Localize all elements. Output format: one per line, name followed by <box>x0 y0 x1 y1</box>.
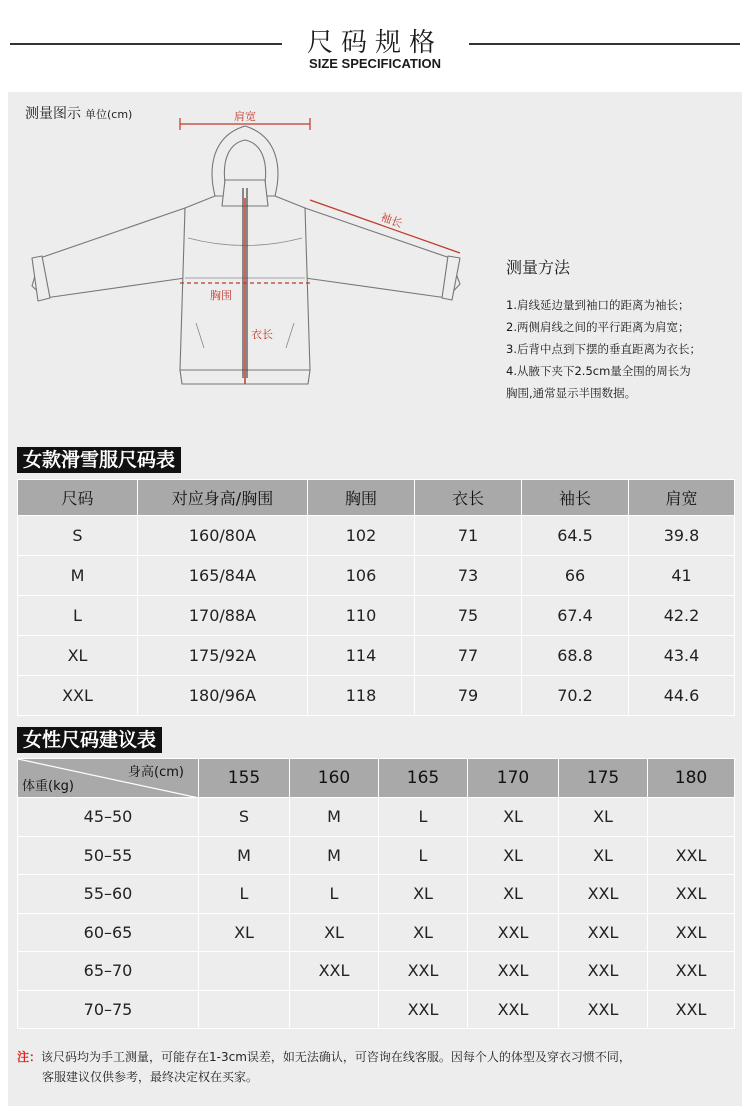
height-header: 160 <box>290 759 379 798</box>
size-table <box>17 479 735 716</box>
table-cell: S <box>18 516 138 556</box>
jacket-outline-icon <box>32 126 460 384</box>
advice-table <box>17 758 735 1029</box>
table-cell: 114 <box>308 636 415 676</box>
table-cell: 118 <box>308 676 415 716</box>
height-header: 180 <box>648 759 735 798</box>
method-item: 2.两侧肩线之间的平行距离为肩宽； <box>506 320 690 334</box>
table-cell: 102 <box>308 516 415 556</box>
table-cell: 175/92A <box>138 636 308 676</box>
weight-cell: 50–55 <box>18 836 199 875</box>
size-suggestion-cell: XL <box>199 913 290 952</box>
table-row <box>18 913 735 952</box>
table-cell: XL <box>18 636 138 676</box>
method-title: 测量方法 <box>506 258 571 277</box>
table-cell: M <box>18 556 138 596</box>
size-suggestion-cell: L <box>379 798 468 837</box>
table-cell: 110 <box>308 596 415 636</box>
table-cell: 180/96A <box>138 676 308 716</box>
size-suggestion-cell: XXL <box>559 913 648 952</box>
size-suggestion-cell: S <box>199 798 290 837</box>
method-item: 3.后背中点到下摆的垂直距离为衣长； <box>506 342 701 356</box>
table-cell: 41 <box>629 556 735 596</box>
note-line-2: 客服建议仅供参考，最终决定权在买家。 <box>42 1070 259 1084</box>
table-cell: XXL <box>18 676 138 716</box>
table-row <box>18 636 735 676</box>
size-suggestion-cell: XXL <box>379 990 468 1029</box>
label-shoulder: 肩宽 <box>234 110 256 123</box>
size-suggestion-cell <box>290 990 379 1029</box>
table-cell: 170/88A <box>138 596 308 636</box>
height-header: 170 <box>468 759 559 798</box>
table-row <box>18 798 735 837</box>
label-sleeve: 袖长 <box>378 210 405 231</box>
size-suggestion-cell: XXL <box>559 990 648 1029</box>
size-table-header <box>18 480 735 516</box>
size-suggestion-cell: XXL <box>290 952 379 991</box>
size-suggestion-cell: M <box>290 798 379 837</box>
table-cell: 73 <box>415 556 522 596</box>
size-suggestion-cell: XXL <box>648 913 735 952</box>
diagram-title-text: 测量图示 <box>25 106 81 122</box>
size-suggestion-cell: XXL <box>468 990 559 1029</box>
table-cell: 44.6 <box>629 676 735 716</box>
note-label: 注： <box>17 1050 42 1064</box>
table-row <box>18 516 735 556</box>
table-row <box>18 556 735 596</box>
size-suggestion-cell: M <box>290 836 379 875</box>
size-suggestion-cell: XXL <box>559 875 648 914</box>
col-header: 肩宽 <box>629 480 735 516</box>
size-suggestion-cell: M <box>199 836 290 875</box>
size-suggestion-cell: XL <box>559 798 648 837</box>
size-suggestion-cell: XXL <box>648 836 735 875</box>
size-suggestion-cell: XL <box>379 875 468 914</box>
table-row <box>18 596 735 636</box>
size-suggestion-cell <box>648 798 735 837</box>
corner-weight-label: 体重(kg) <box>22 779 74 794</box>
size-suggestion-cell <box>199 990 290 1029</box>
size-suggestion-cell: XXL <box>648 990 735 1029</box>
weight-cell: 65–70 <box>18 952 199 991</box>
col-header: 胸围 <box>308 480 415 516</box>
table-cell: 68.8 <box>522 636 629 676</box>
size-suggestion-cell: XL <box>379 913 468 952</box>
table-cell: 66 <box>522 556 629 596</box>
page-title: 尺码规格 <box>306 28 443 58</box>
table-corner-cell <box>18 759 199 798</box>
size-suggestion-cell: L <box>199 875 290 914</box>
method-item: 4.从腋下夹下2.5cm量全围的周长为 <box>506 364 691 378</box>
measurement-method <box>506 255 736 404</box>
table-cell: 160/80A <box>138 516 308 556</box>
height-header: 155 <box>199 759 290 798</box>
table-cell: 70.2 <box>522 676 629 716</box>
table-cell: 42.2 <box>629 596 735 636</box>
method-item: 胸围,通常显示半围数据。 <box>506 386 637 400</box>
diagram-unit: 单位(cm) <box>85 108 133 121</box>
size-suggestion-cell: XXL <box>468 913 559 952</box>
corner-height-label: 身高(cm) <box>128 765 184 780</box>
table-cell: 79 <box>415 676 522 716</box>
table-row <box>18 875 735 914</box>
size-suggestion-cell: XXL <box>379 952 468 991</box>
table-cell: 67.4 <box>522 596 629 636</box>
method-item: 1.肩线延边量到袖口的距离为袖长； <box>506 298 690 312</box>
table-cell: 77 <box>415 636 522 676</box>
size-table-title: 女款滑雪服尺码表 <box>17 447 181 473</box>
table-row <box>18 952 735 991</box>
page-subtitle: SIZE SPECIFICATION <box>309 56 441 71</box>
size-suggestion-cell: XL <box>468 836 559 875</box>
col-header: 袖长 <box>522 480 629 516</box>
jacket-measurement-illustration <box>20 108 480 398</box>
table-cell: 106 <box>308 556 415 596</box>
table-cell: 64.5 <box>522 516 629 556</box>
weight-cell: 60–65 <box>18 913 199 952</box>
size-suggestion-cell: XXL <box>559 952 648 991</box>
weight-cell: 55–60 <box>18 875 199 914</box>
col-header: 尺码 <box>18 480 138 516</box>
table-row <box>18 836 735 875</box>
size-suggestion-cell: L <box>290 875 379 914</box>
table-cell: 39.8 <box>629 516 735 556</box>
col-header: 对应身高/胸围 <box>138 480 308 516</box>
size-suggestion-cell: XXL <box>468 952 559 991</box>
weight-cell: 70–75 <box>18 990 199 1029</box>
weight-cell: 45–50 <box>18 798 199 837</box>
advice-table-title: 女性尺码建议表 <box>17 727 162 753</box>
table-cell: 71 <box>415 516 522 556</box>
size-suggestion-cell: XL <box>468 875 559 914</box>
advice-table-header <box>18 759 735 798</box>
table-row <box>18 990 735 1029</box>
size-suggestion-cell: XL <box>559 836 648 875</box>
table-cell: 165/84A <box>138 556 308 596</box>
size-suggestion-cell: XL <box>290 913 379 952</box>
page-header <box>0 0 750 88</box>
size-suggestion-cell: XXL <box>648 875 735 914</box>
size-suggestion-cell: L <box>379 836 468 875</box>
disclaimer-note <box>17 1047 737 1087</box>
table-cell: 75 <box>415 596 522 636</box>
size-suggestion-cell: XL <box>468 798 559 837</box>
size-suggestion-cell <box>199 952 290 991</box>
table-cell: 43.4 <box>629 636 735 676</box>
label-chest: 胸围 <box>210 289 232 302</box>
label-length: 衣长 <box>251 328 273 341</box>
size-suggestion-cell: XXL <box>648 952 735 991</box>
height-header: 175 <box>559 759 648 798</box>
height-header: 165 <box>379 759 468 798</box>
col-header: 衣长 <box>415 480 522 516</box>
note-line-1: 该尺码均为手工测量，可能存在1-3cm误差，如无法确认，可咨询在线客服。因每个人的体型及穿衣习惯不同， <box>41 1050 631 1064</box>
table-cell: L <box>18 596 138 636</box>
table-row <box>18 676 735 716</box>
